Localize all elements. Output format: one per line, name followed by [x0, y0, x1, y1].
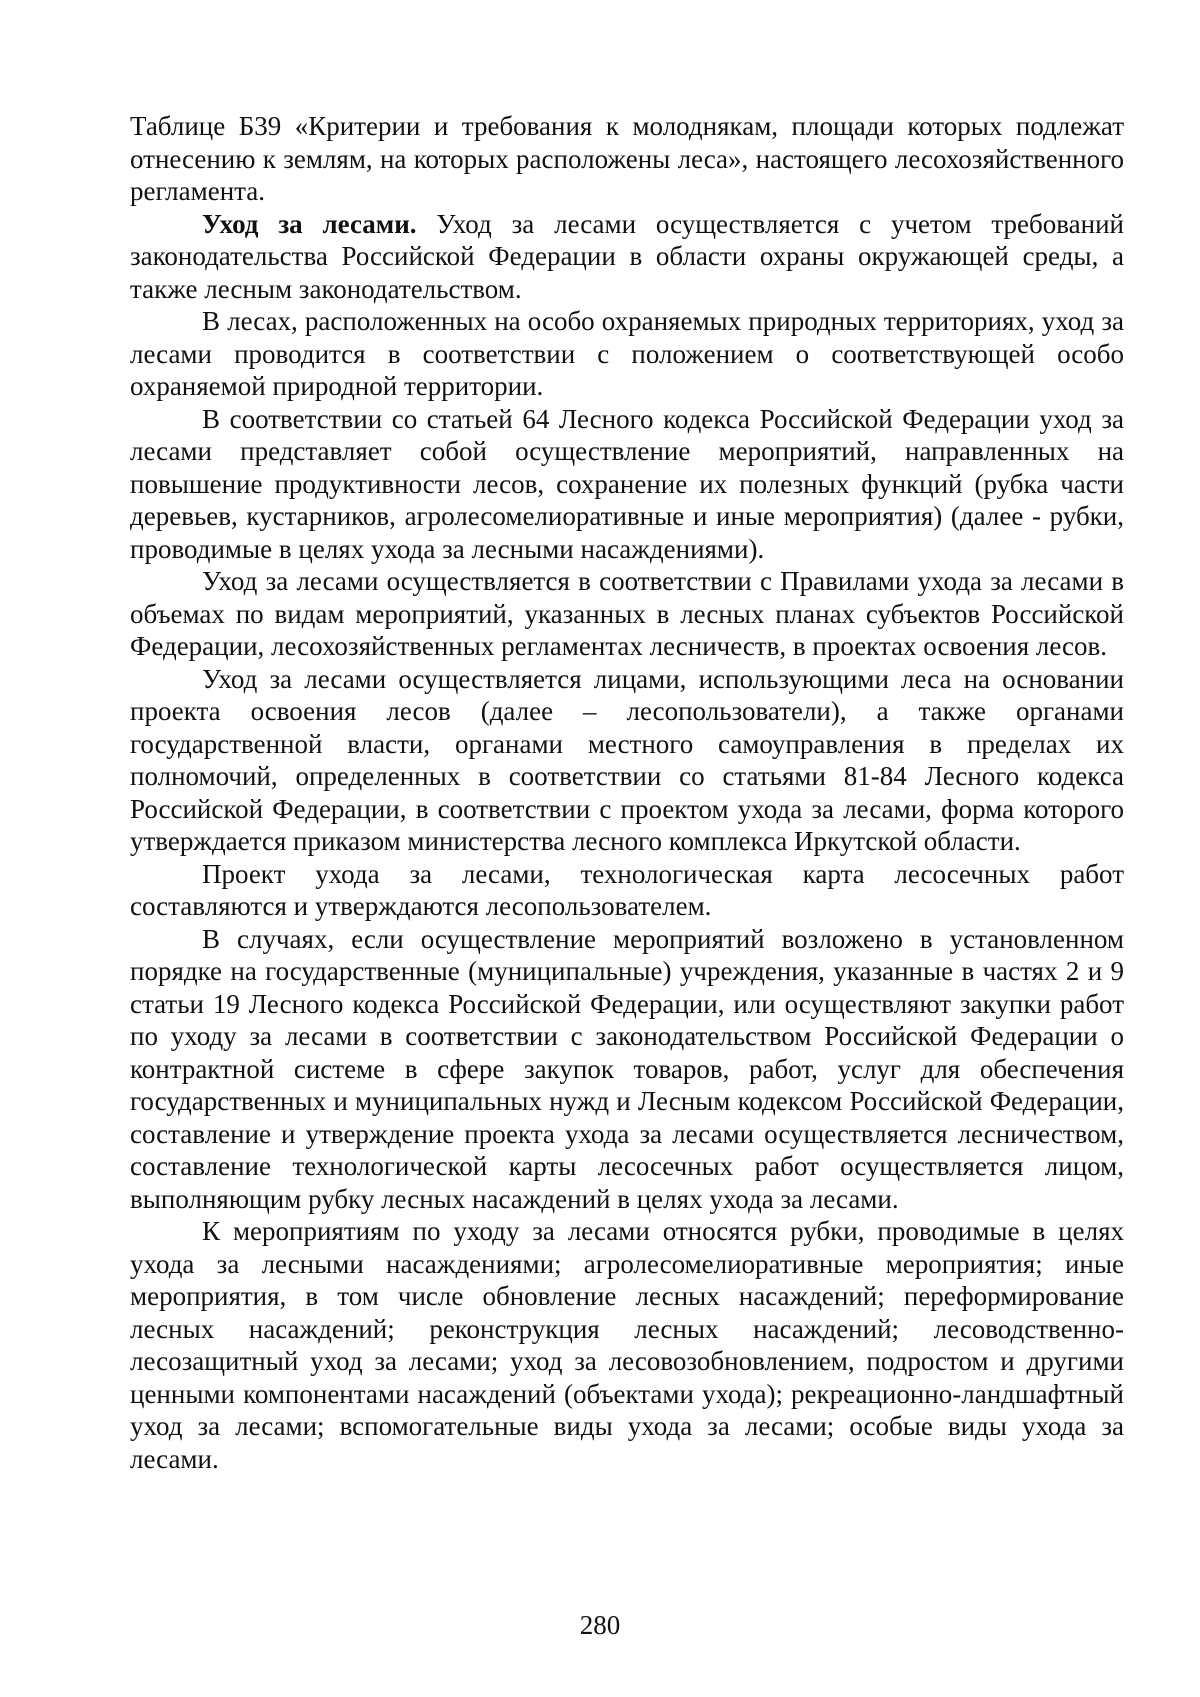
paragraph	[130, 858, 1124, 923]
paragraph-continuation	[130, 110, 1124, 208]
page-number: 280	[579, 1610, 621, 1640]
paragraph-text: Проект ухода за лесами, технологическая карта лесосечных работ составляются и утверждаются лесопользователем.	[130, 858, 1124, 921]
paragraph-text: Уход за лесами осуществляется с учетом требований законодательства Российской Федерации в области охраны окружающей среды, а также лесным законодательством.	[130, 208, 1124, 304]
paragraph-text: В лесах, расположенных на особо охраняемых природных территориях, уход за лесами проводится в соответствии с положением о соответствующей особо охраняемой природной территории.	[130, 306, 1124, 401]
section-heading: Уход за лесами.	[202, 208, 417, 239]
paragraph	[130, 923, 1124, 1216]
paragraph	[130, 565, 1124, 663]
paragraph-text: В случаях, если осуществление мероприятий возложено в установленном порядке на государственные (муниципальные) учреждения, указанные в частях 2 и 9 статьи 19 Лесного кодекса Российской Федерации, или осуществляют закупки работ по уходу за лесами в соответствии с законодательством Российской Федерации о контрактной системе в сфере закупок товаров, работ, услуг для обеспечения государственных и муниципальных нужд и Лесным кодексом Российской Федерации, составление и утверждение проекта ухода за лесами осуществляется лесничеством, составление технологической карты лесосечных работ осуществляется лицом, выполняющим рубку лесных насаждений в целях ухода за лесами.	[130, 923, 1124, 1214]
document-body	[130, 110, 1124, 1475]
paragraph	[130, 663, 1124, 858]
paragraph	[130, 1215, 1124, 1475]
paragraph	[130, 305, 1124, 403]
paragraph	[130, 403, 1124, 566]
paragraph-text: В соответствии со статьей 64 Лесного кодекса Российской Федерации уход за лесами представляет собой осуществление мероприятий, направленных на повышение продуктивности лесов, сохранение их полезных функций (рубка части деревьев, кустарников, агролесомелиоративные и иные мероприятия) (далее - рубки, проводимые в целях ухода за лесными насаждениями).	[130, 403, 1124, 564]
paragraph-text: Уход за лесами осуществляется в соответствии с Правилами ухода за лесами в объемах по видам мероприятий, указанных в лесных планах субъектов Российской Федерации, лесохозяйственных регламентах лесничеств, в проектах освоения лесов.	[130, 566, 1124, 661]
paragraph-text: Таблице Б39 «Критерии и требования к молоднякам, площади которых подлежат отнесению к землям, на которых расположены леса», настоящего лесохозяйственного регламента.	[130, 111, 1124, 206]
paragraph-text: К мероприятиям по уходу за лесами относятся рубки, проводимые в целях ухода за лесными насаждениями; агролесомелиоративные мероприятия; иные мероприятия, в том числе обновление лесных насаждений; переформирование лесных насаждений; реконструкция лесных насаждений; лесоводственно-лесозащитный уход за лесами; уход за лесовозобновлением, подростом и другими ценными компонентами насаждений (объектами ухода); рекреационно-ландшафтный уход за лесами; вспомогательные виды ухода за лесами; особые виды ухода за лесами.	[130, 1216, 1124, 1474]
paragraph-forest-care	[130, 208, 1124, 306]
paragraph-text: Уход за лесами осуществляется лицами, использующими леса на основании проекта освоения лесов (далее – лесопользователи), а также органами государственной власти, органами местного самоуправления в пределах их полномочий, определенных в соответствии со статьями 81-84 Лесного кодекса Российской Федерации, в соответствии с проектом ухода за лесами, форма которого утверждается приказом министерства лесного комплекса Иркутской области.	[130, 663, 1124, 856]
